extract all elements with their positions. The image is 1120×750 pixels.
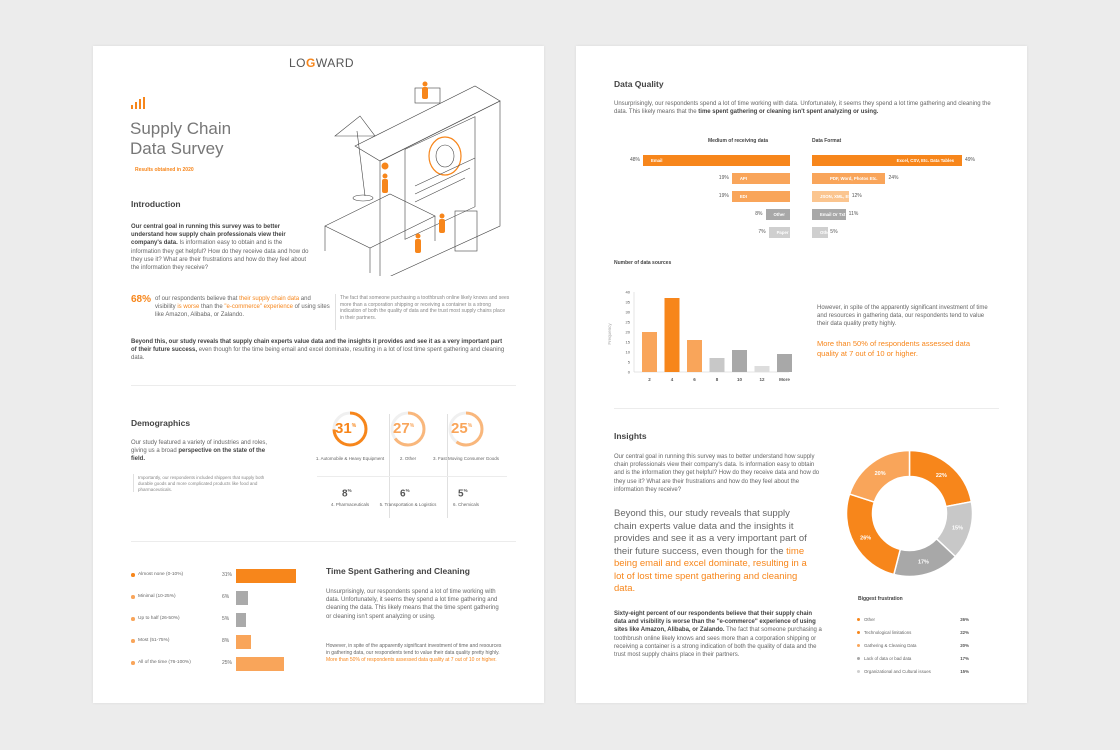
logward-logo: LOGWARD xyxy=(289,56,355,70)
donut-label: 26% xyxy=(860,535,872,542)
bar-chart-icon xyxy=(131,97,145,109)
bullet-icon xyxy=(131,573,135,577)
industry-label: 4. Pharmaceuticals xyxy=(330,502,370,507)
stat-68-text: of our respondents believe that their supply chain data and visibility is worse than the "e-commerce" experience of using sites like Amazon, Alibaba, or Zalando. xyxy=(155,296,330,319)
quote-text: The fact that someone purchasing a toothbrush online likely knows and sees more than a corporation shipping or receiving a container is a strong indication of both the quality of data and the trust most supply chains place in their partners. xyxy=(340,295,510,321)
report-page-2 xyxy=(576,46,1027,703)
percent-sign: % xyxy=(467,423,473,429)
time-spent-label: Up to half (26-50%) xyxy=(138,615,180,621)
medium-bar: EDI xyxy=(732,191,790,202)
frustration-donut-chart xyxy=(842,446,977,581)
medium-bar: API xyxy=(732,173,790,184)
insights-paragraph: Our central goal in running this survey was to better understand how supply chain professionals view their company's data. Is information easy to obtain and is the information they get helpful? How do they receive data and how do they use it? What are their frustrations and how do they feel about the information they receive? xyxy=(614,454,820,493)
legend-label: Lack of data or bad data xyxy=(864,655,912,661)
histogram-bar xyxy=(687,340,702,372)
industry-number xyxy=(342,488,352,499)
legend-row xyxy=(857,641,969,651)
report-title: Supply Chain Data Survey xyxy=(130,119,232,158)
x-tick-label: 4 xyxy=(670,377,674,382)
donut-label: 15% xyxy=(952,525,964,532)
stat-68-number: 68% xyxy=(131,294,152,305)
donut-label: 17% xyxy=(917,559,929,566)
quote-divider xyxy=(335,294,336,330)
y-tick-label: 10 xyxy=(625,349,630,355)
time-spent-label: Almost none (0-10%) xyxy=(138,571,184,577)
sources-highlight: More than 50% of respondents assessed data quality at 7 out of 10 or higher. xyxy=(817,339,971,358)
gauge-number xyxy=(335,420,356,437)
time-spent-label: All of the time (76-100%) xyxy=(138,659,191,665)
histogram-bar xyxy=(710,358,725,372)
y-tick-label: 20 xyxy=(625,329,630,335)
gauge-value: 25 xyxy=(451,420,468,437)
percent-sign: % xyxy=(463,488,468,493)
time-spent-label: Minimal (10-25%) xyxy=(138,593,176,599)
intro-paragraph: Our central goal in running this survey was to better understand how supply chain professionals view their company's data. Is information easy to obtain and is the information they get helpful? How do they receive data and how do they use it? What are their frustrations and how do they feel about the information they receive? xyxy=(131,224,309,272)
y-tick-label: 30 xyxy=(625,309,630,315)
gauge-label: 3. Fast Moving Consumer Goods xyxy=(432,456,500,461)
x-tick-label: More xyxy=(779,377,790,382)
medium-bar: Other xyxy=(766,209,791,220)
time-spent-row xyxy=(131,613,331,627)
x-tick-label: 12 xyxy=(759,377,765,382)
legend-row xyxy=(857,615,969,625)
industry-value: 8 xyxy=(342,488,348,500)
legend-value: 15% xyxy=(960,668,969,674)
medium-pct-label: 7% xyxy=(758,229,766,235)
sources-histogram xyxy=(606,284,806,394)
y-tick-label: 40 xyxy=(625,289,630,295)
insights-big-text: Beyond this, our study reveals that supply chain experts value data and the insights it provides and see it as a very important part of their future success, even though for the time being email and excel dominate, resulting in a lot of lost time spent gathering and cleaning data. xyxy=(614,508,807,594)
time-spent-row xyxy=(131,569,331,583)
gauge-value: 27 xyxy=(393,420,410,437)
demographics-heading: Demographics xyxy=(131,418,191,428)
sources-chart-title: Number of data sources xyxy=(614,260,672,266)
legend-dot-icon xyxy=(857,618,860,621)
intro-heading: Introduction xyxy=(131,199,181,209)
legend-label: Other xyxy=(864,616,875,622)
histogram-bar xyxy=(777,354,792,372)
legend-label: Organizational and Cultural issues xyxy=(864,668,931,674)
donut-slice xyxy=(847,494,901,574)
percent-sign: % xyxy=(409,423,415,429)
time-spent-note: However, in spite of the apparently significant investment of time and resources in gathering data, our respondents tend to value their data quality pretty highly. More than 50% of respondents assessed data quality at 7 out of 10 or higher. xyxy=(326,643,502,663)
medium-pct-label: 19% xyxy=(718,193,729,199)
time-spent-pct: 6% xyxy=(222,593,230,600)
report-page-1 xyxy=(93,46,544,703)
industry-value: 5 xyxy=(458,488,464,500)
time-spent-row xyxy=(131,657,331,671)
industry-label: 5. Transportation & Logistics xyxy=(379,502,437,507)
section-divider xyxy=(131,385,516,386)
gauge-number xyxy=(393,420,414,437)
data-quality-paragraph: Unsurprisingly, our respondents spend a lot of time working with data. Unfortunately, it seems they spend a lot time gathering and cleaning the data. This likely means that the time spent gathering or cleaning isn't spent analyzing or using. xyxy=(614,101,991,116)
legend-value: 17% xyxy=(960,655,969,661)
sources-paragraph: However, in spite of the apparently significant investment of time and resources in gathering data, our respondents tend to value their data quality pretty highly. xyxy=(817,305,988,328)
legend-dot-icon xyxy=(857,631,860,634)
time-spent-label: Most (51-75%) xyxy=(138,637,170,643)
gauge-number xyxy=(451,420,472,437)
donut-label: 20% xyxy=(874,471,886,478)
time-spent-pct: 31% xyxy=(222,571,233,578)
y-tick-label: 5 xyxy=(627,359,630,365)
percent-sign: % xyxy=(405,488,410,493)
histogram-bar xyxy=(755,366,770,372)
format-bar: Email Or Txt xyxy=(812,209,846,220)
legend-dot-icon xyxy=(857,644,860,647)
medium-chart-title: Medium of receiving data xyxy=(708,138,769,144)
time-spent-bar xyxy=(236,591,248,605)
bullet-icon xyxy=(131,595,135,599)
time-spent-paragraph: Unsurprisingly, our respondents spend a lot of time working with data. Unfortunately, it seems they spend a lot time gathering and cleaning the data. This likely means that the time spent gathering or cleaning isn't spent analyzing or using. xyxy=(326,589,499,620)
x-tick-label: 2 xyxy=(648,377,651,382)
percent-sign: % xyxy=(351,423,357,429)
insights-heading: Insights xyxy=(614,431,647,441)
gauge-value: 31 xyxy=(335,420,352,437)
frustration-title: Biggest frustration xyxy=(858,596,903,602)
legend-dot-icon xyxy=(857,670,860,673)
histogram-bar xyxy=(732,350,747,372)
format-pct-label: 11% xyxy=(848,211,859,217)
legend-value: 22% xyxy=(960,629,969,635)
format-bar: JSON, XML, Etc. xyxy=(812,191,849,202)
medium-pct-label: 8% xyxy=(755,211,763,217)
format-pct-label: 5% xyxy=(830,229,838,235)
time-spent-heading: Time Spent Gathering and Cleaning xyxy=(326,566,470,576)
format-pct-label: 49% xyxy=(965,157,976,163)
bullet-icon xyxy=(131,661,135,665)
isometric-illustration xyxy=(305,76,505,276)
y-tick-label: 0 xyxy=(627,369,630,375)
data-quality-heading: Data Quality xyxy=(614,79,664,89)
industry-label: 6. Chemicals xyxy=(452,502,479,507)
note-divider xyxy=(133,474,134,492)
x-tick-label: 10 xyxy=(736,377,743,382)
time-spent-row xyxy=(131,635,331,649)
bullet-icon xyxy=(131,639,135,643)
y-tick-label: 15 xyxy=(625,339,630,345)
percent-sign: % xyxy=(347,488,352,493)
histogram-bar xyxy=(642,332,657,372)
results-date: Results obtained in 2020 xyxy=(135,167,194,173)
medium-bar: Email xyxy=(643,155,790,166)
demographics-paragraph: Our study featured a variety of industries and roles, giving us a broad perspective on the state of the field. xyxy=(131,440,268,463)
legend-value: 20% xyxy=(960,642,969,648)
time-spent-bar xyxy=(236,569,296,583)
format-pct-label: 24% xyxy=(888,175,899,181)
x-tick-label: 8 xyxy=(715,377,719,382)
time-spent-pct: 8% xyxy=(222,637,230,644)
medium-bar: Paper xyxy=(769,227,790,238)
format-bar: PDF, Word, Photos Etc. xyxy=(812,173,885,184)
format-bar: Excel, CSV, Etc. Data Tables xyxy=(812,155,962,166)
grid-line xyxy=(317,476,507,477)
y-axis-label: Frequency xyxy=(607,323,612,345)
histogram-bar xyxy=(665,298,680,372)
time-spent-bar xyxy=(236,613,246,627)
section-divider xyxy=(614,408,999,409)
gauge-label: 2. Other xyxy=(399,456,417,461)
legend-row xyxy=(857,628,969,638)
industry-value: 6 xyxy=(400,488,406,500)
donut-label: 22% xyxy=(935,472,947,479)
x-tick-label: 6 xyxy=(693,377,696,382)
time-spent-bar xyxy=(236,635,251,649)
bullet-icon xyxy=(131,617,135,621)
time-spent-row xyxy=(131,591,331,605)
format-pct-label: 12% xyxy=(851,193,862,199)
legend-value: 26% xyxy=(960,616,969,622)
insights-paragraph-2: Sixty-eight percent of our respondents believe that their supply chain data and visibility is worse than the "e-commerce" experience of using sites like Amazon, Alibaba, or Zalando. The fact that someone purchasing a toothbrush online likely knows and sees more than a corporation shipping or receiving a container is a strong indication of both the quality of data and the trust most supply chains place in their partners. xyxy=(614,611,822,659)
time-spent-bar xyxy=(236,657,284,671)
format-bar: Other xyxy=(812,227,828,238)
y-tick-label: 25 xyxy=(625,319,630,325)
demographics-note: Importantly, our respondents included shippers that supply both durable goods and more complicated products like food and pharmaceuticals. xyxy=(138,475,265,492)
time-spent-pct: 25% xyxy=(222,659,233,666)
industry-number xyxy=(400,488,410,499)
y-tick-label: 35 xyxy=(625,299,630,305)
legend-row xyxy=(857,654,969,664)
legend-dot-icon xyxy=(857,657,860,660)
medium-pct-label: 48% xyxy=(629,157,640,163)
legend-row xyxy=(857,667,969,677)
time-spent-pct: 5% xyxy=(222,615,230,622)
beyond-paragraph: Beyond this, our study reveals that supply chain experts value data and the insights it provides and see it as a very important part of their future success, even though for the time being email and excel dominate, resulting in a lot of lost time spent gathering and cleaning data. xyxy=(131,339,505,362)
section-divider xyxy=(131,541,516,542)
format-chart-title: Data Format xyxy=(812,138,842,144)
legend-label: Technological limitations xyxy=(864,629,912,635)
industry-number xyxy=(458,488,468,499)
legend-label: Gathering & Cleaning Data xyxy=(864,642,917,648)
gauge-label: 1. Automobile & Heavy Equipment xyxy=(315,456,385,461)
medium-pct-label: 19% xyxy=(718,175,729,181)
